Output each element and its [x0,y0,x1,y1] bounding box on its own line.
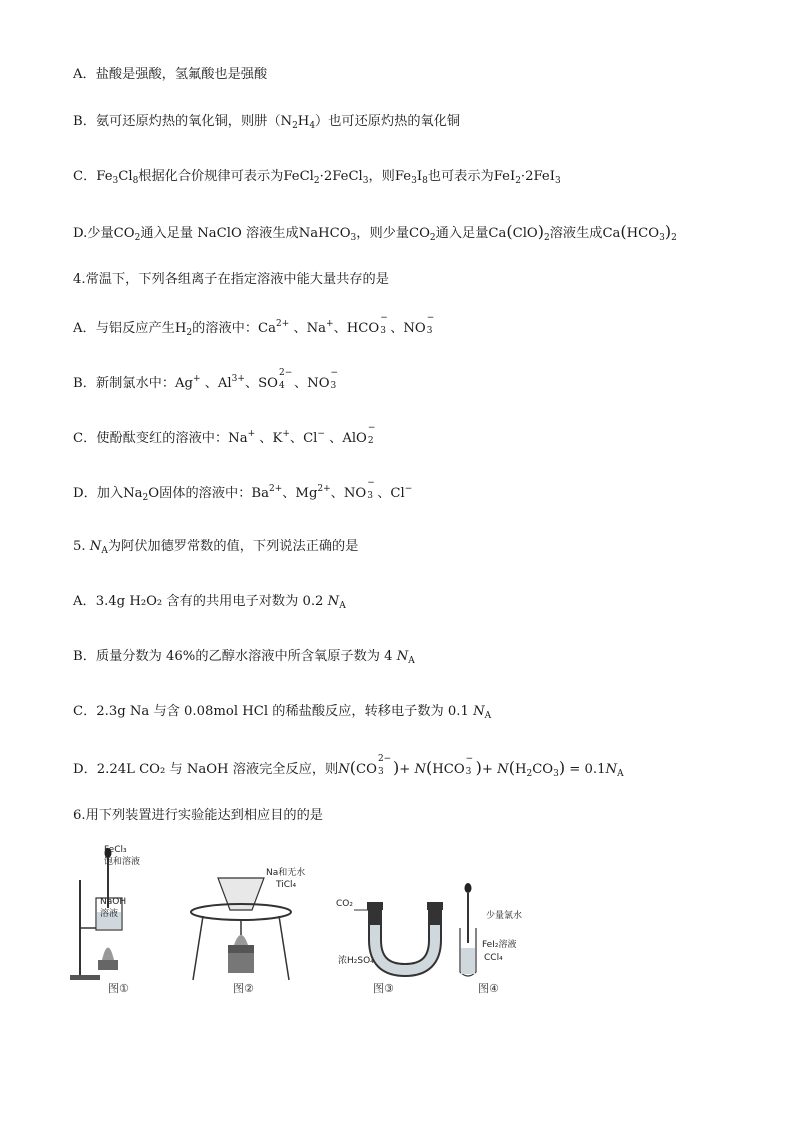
lamp-base [228,953,254,973]
q5-stem: 5. $N_A$为阿伏加德罗常数的值，下列说法正确的是 [73,539,359,556]
q4-stem [73,273,389,286]
q3-option-d-pre: D.少量 [73,226,114,241]
q5-option-c-text: C．2.3g Na 与含 0.08mol HCl 的稀盐酸反应，转移电子数为 0.1 [73,704,469,719]
q3-option-c-mid1: 根据化合价规律可表示为 [138,169,284,184]
fig4-label-chlorine: 少量氯水 [486,911,523,921]
q3-option-c-pre: C． [73,169,97,184]
figure-3 [336,899,443,995]
q3-option-d-t3: ，则少量 [356,226,410,241]
q3-option-d-t2: NaClO 溶液生成 [193,226,299,241]
q3-option-b-post: ）也可还原灼热的氧化铜 [315,114,461,129]
fig1-caption: 图① [108,982,129,995]
figure-2 [191,866,305,995]
q6-stem [73,809,323,822]
fig2-label-na: Na和无水 [266,868,306,878]
tripod-leg-1 [193,916,203,980]
flame [102,948,114,961]
q5-option-b: B．质量分数为 46%的乙醇水溶液中所含氧原子数为 4 $N_A$ [73,649,415,666]
alcohol-lamp [98,960,118,970]
q4-option-c: C．使酚酞变红的溶液中：Na+ 、K+、Cl− 、AlO − 2 [73,423,376,446]
q3-option-c-mid3: 也可表示为 [427,169,494,184]
q4-option-d-pre: D．加入 [73,486,124,501]
fig3-caption: 图③ [373,982,394,995]
fig2-label-ticl4: TiCl₄ [276,880,297,890]
q3-option-a-text: A．盐酸是强酸，氢氟酸也是强酸 [73,67,268,82]
fig4-caption: 图④ [478,982,499,995]
q5-stem-pre: 5. [73,539,90,554]
fig4-label-fei2: FeI₂溶液 [482,940,517,950]
q4-option-c-pre: C．使酚酞变红的溶液中： [73,431,229,446]
q3-option-b-pre: B．氨可还原灼热的氧化铜，则肼（ [73,114,281,129]
q5-option-d-post: = 0.1 [569,762,606,777]
q3-option-d-t4: 通入足量 [435,226,489,241]
q3-option-c: C．$Fe_3Cl_8$根据化合价规律可表示为FeCl$_2$·2FeCl$_3$，则$Fe_3I_8$也可表示为FeI$_2$·2FeI$_3$ [73,169,561,186]
fig2-caption: 图② [233,982,254,995]
lamp-top [228,945,254,953]
q5-option-a: A．3.4g H₂O₂ 含有的共用电子对数为 0.2 $N_A$ [73,594,346,611]
q4-option-a: A．与铝反应产生$H_2$的溶液中：$Ca^{2+}$ 、Na+、HCO − 3 、NO − 3 [73,313,435,338]
q6-stem-text: 6.用下列装置进行实验能达到相应目的的是 [73,808,323,823]
flame [234,935,248,945]
q5-option-a-text: A．3.4g H₂O₂ 含有的共用电子对数为 0.2 [73,594,324,609]
fig3-label-h2so4: 浓H₂SO₄ [338,956,374,966]
q3-option-d-t1: 通入足量 [140,226,194,241]
fig1-label-solution: 溶液 [100,909,119,919]
tripod-leg-2 [279,916,289,980]
dropper-tube [467,893,469,943]
fig1-label-saturated: 饱和溶液 [104,857,141,867]
q3-option-c-mid2: ，则 [368,169,395,184]
q3-option-a [73,68,267,81]
q4-stem-text: 4.常温下，下列各组离子在指定溶液中能大量共存的是 [73,272,389,287]
fig3-label-co2: CO₂ [336,899,353,909]
q5-stem-post: 为阿伏加德罗常数的值，下列说法正确的是 [107,539,359,554]
q5-option-d: D．2.24L CO₂ 与 NaOH 溶液完全反应，则N(CO 2− 3 )+ N(HCO − 3 )+ $N(H_2CO_3) = 0.1N_A$ [73,754,624,779]
q4-option-d: D．加入$Na_2O$固体的溶液中：$Ba^{2+}$、$Mg^{2+}$、NO − 3 、Cl− [73,478,413,503]
q5-option-d-pre: D．2.24L CO₂ 与 NaOH 溶液完全反应，则 [73,762,339,777]
q3-option-d-t5: 溶液生成 [549,226,603,241]
q4-option-b: B．新制氯水中：Ag+ 、$Al^{3+}$、SO 2− 4 、NO − 3 [73,368,339,391]
q4-option-b-pre: B．新制氯水中： [73,376,176,391]
q4-option-d-mid: 固体的溶液中： [159,486,252,501]
fig4-label-ccl4: CCl₄ [484,953,503,963]
stand-base [70,975,100,980]
q5-option-b-text: B．质量分数为 46%的乙醇水溶液中所含氧原子数为 4 [73,649,393,664]
test-tube-liquid [461,948,475,974]
figure-1 [70,845,140,995]
dropper-bulb [465,883,472,893]
q5-option-c: C．2.3g Na 与含 0.08mol HCl 的稀盐酸反应，转移电子数为 0.1 $N_A$ [73,704,492,721]
stopper-right [427,902,443,910]
fig1-label-fecl3: FeCl₃ [104,845,127,855]
figure-4 [460,883,522,995]
q4-option-a-pre: A．与铝反应产生 [73,321,175,336]
stopper-left [367,902,383,910]
q4-option-a-mid: 的溶液中： [192,321,259,336]
fig1-label-naoh: NaOH [100,897,127,907]
q3-option-b: B．氨可还原灼热的氧化铜，则肼$(N_2H_4)$也可还原灼热的氧化铜 [73,114,461,131]
q3-option-d: D.少量$CO_2$通入足量 NaClO 溶液生成NaHCO$_3$，则少量$CO_2$通入足量$Ca(ClO)_2$溶液生成$Ca(HCO_3)_2$ [73,222,677,243]
apparatus-figures [68,840,528,1000]
